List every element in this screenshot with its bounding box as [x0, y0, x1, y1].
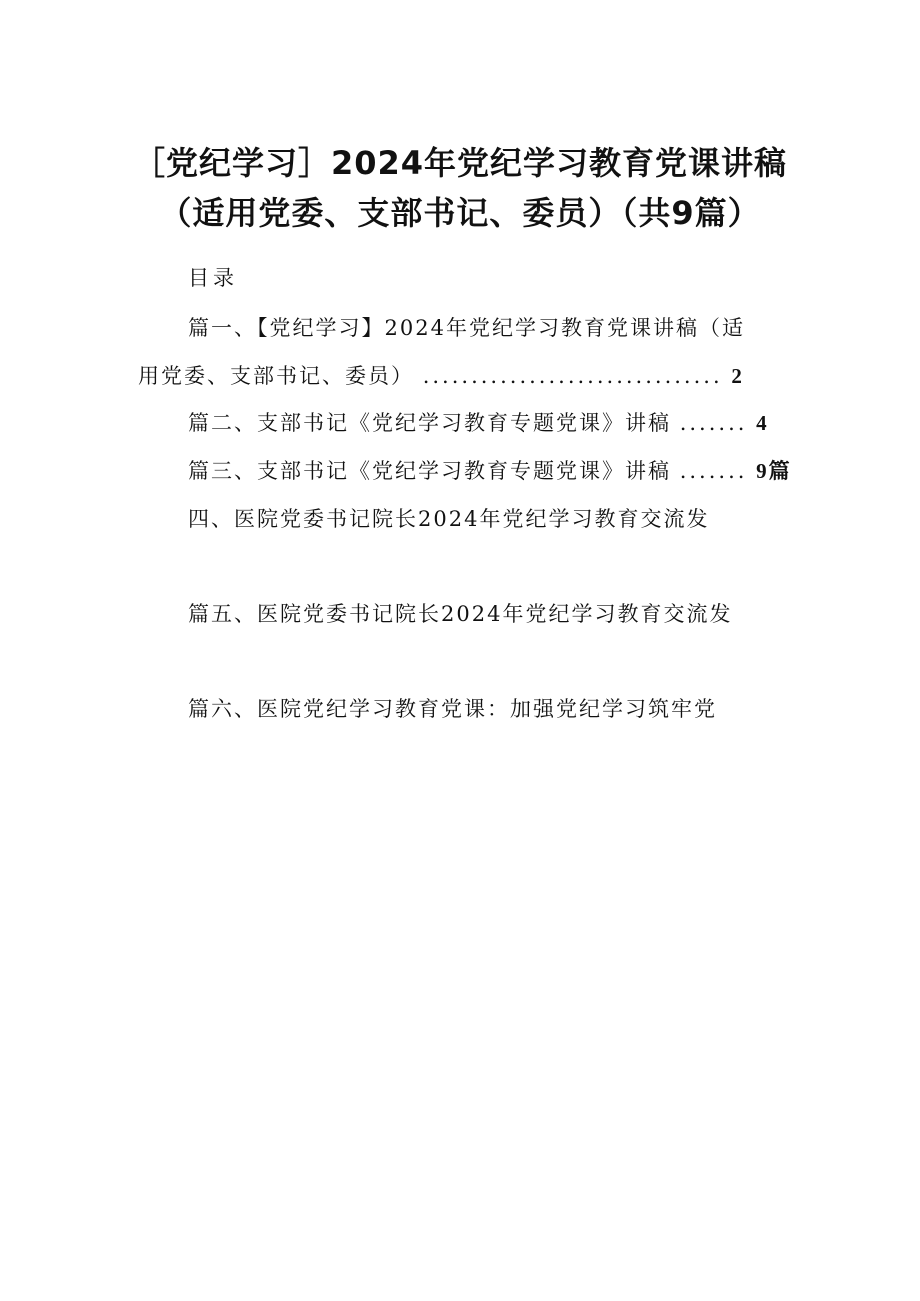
toc-entry-1-line1[interactable] — [188, 312, 745, 342]
toc-entry-3-text: 篇三、支部书记《党纪学习教育专题党课》讲稿 — [188, 459, 671, 483]
toc-entry-1-text-cont: 用党委、支部书记、委员） — [138, 364, 414, 388]
toc-entry-1-line2[interactable] — [138, 360, 744, 390]
toc-entry-6[interactable] — [188, 693, 717, 723]
toc-heading: 目录 — [188, 266, 238, 290]
toc-entry-1-text: 篇一、【党纪学习】2024年党纪学习教育党课讲稿（适 — [188, 316, 745, 340]
toc-entry-2-page-number: 4 — [756, 411, 769, 435]
toc-entry-2[interactable] — [188, 407, 769, 437]
toc-entry-1-leader-dots: ............................... — [422, 364, 723, 388]
toc-entry-5[interactable] — [188, 598, 732, 628]
document-title-line2: （适用党委、支部书记、委员）（共9篇） — [159, 194, 761, 232]
toc-entry-3-page-number: 9篇 — [756, 459, 792, 483]
document-title-line1: ［党纪学习］2024年党纪学习教育党课讲稿 — [132, 144, 788, 182]
toc-entry-2-text: 篇二、支部书记《党纪学习教育专题党课》讲稿 — [188, 411, 671, 435]
toc-entry-5-text: 篇五、医院党委书记院长2024年党纪学习教育交流发 — [188, 602, 733, 626]
toc-entry-1-page-number: 2 — [731, 364, 744, 388]
toc-entry-3-leader-dots: ....... — [679, 459, 748, 483]
toc-entry-2-leader-dots: ....... — [679, 411, 748, 435]
toc-entry-4[interactable] — [188, 503, 709, 533]
toc-entry-3[interactable] — [188, 455, 792, 485]
toc-entry-6-text: 篇六、医院党纪学习教育党课：加强党纪学习筑牢党 — [188, 697, 717, 721]
toc-entry-4-text: 四、医院党委书记院长2024年党纪学习教育交流发 — [188, 507, 710, 531]
